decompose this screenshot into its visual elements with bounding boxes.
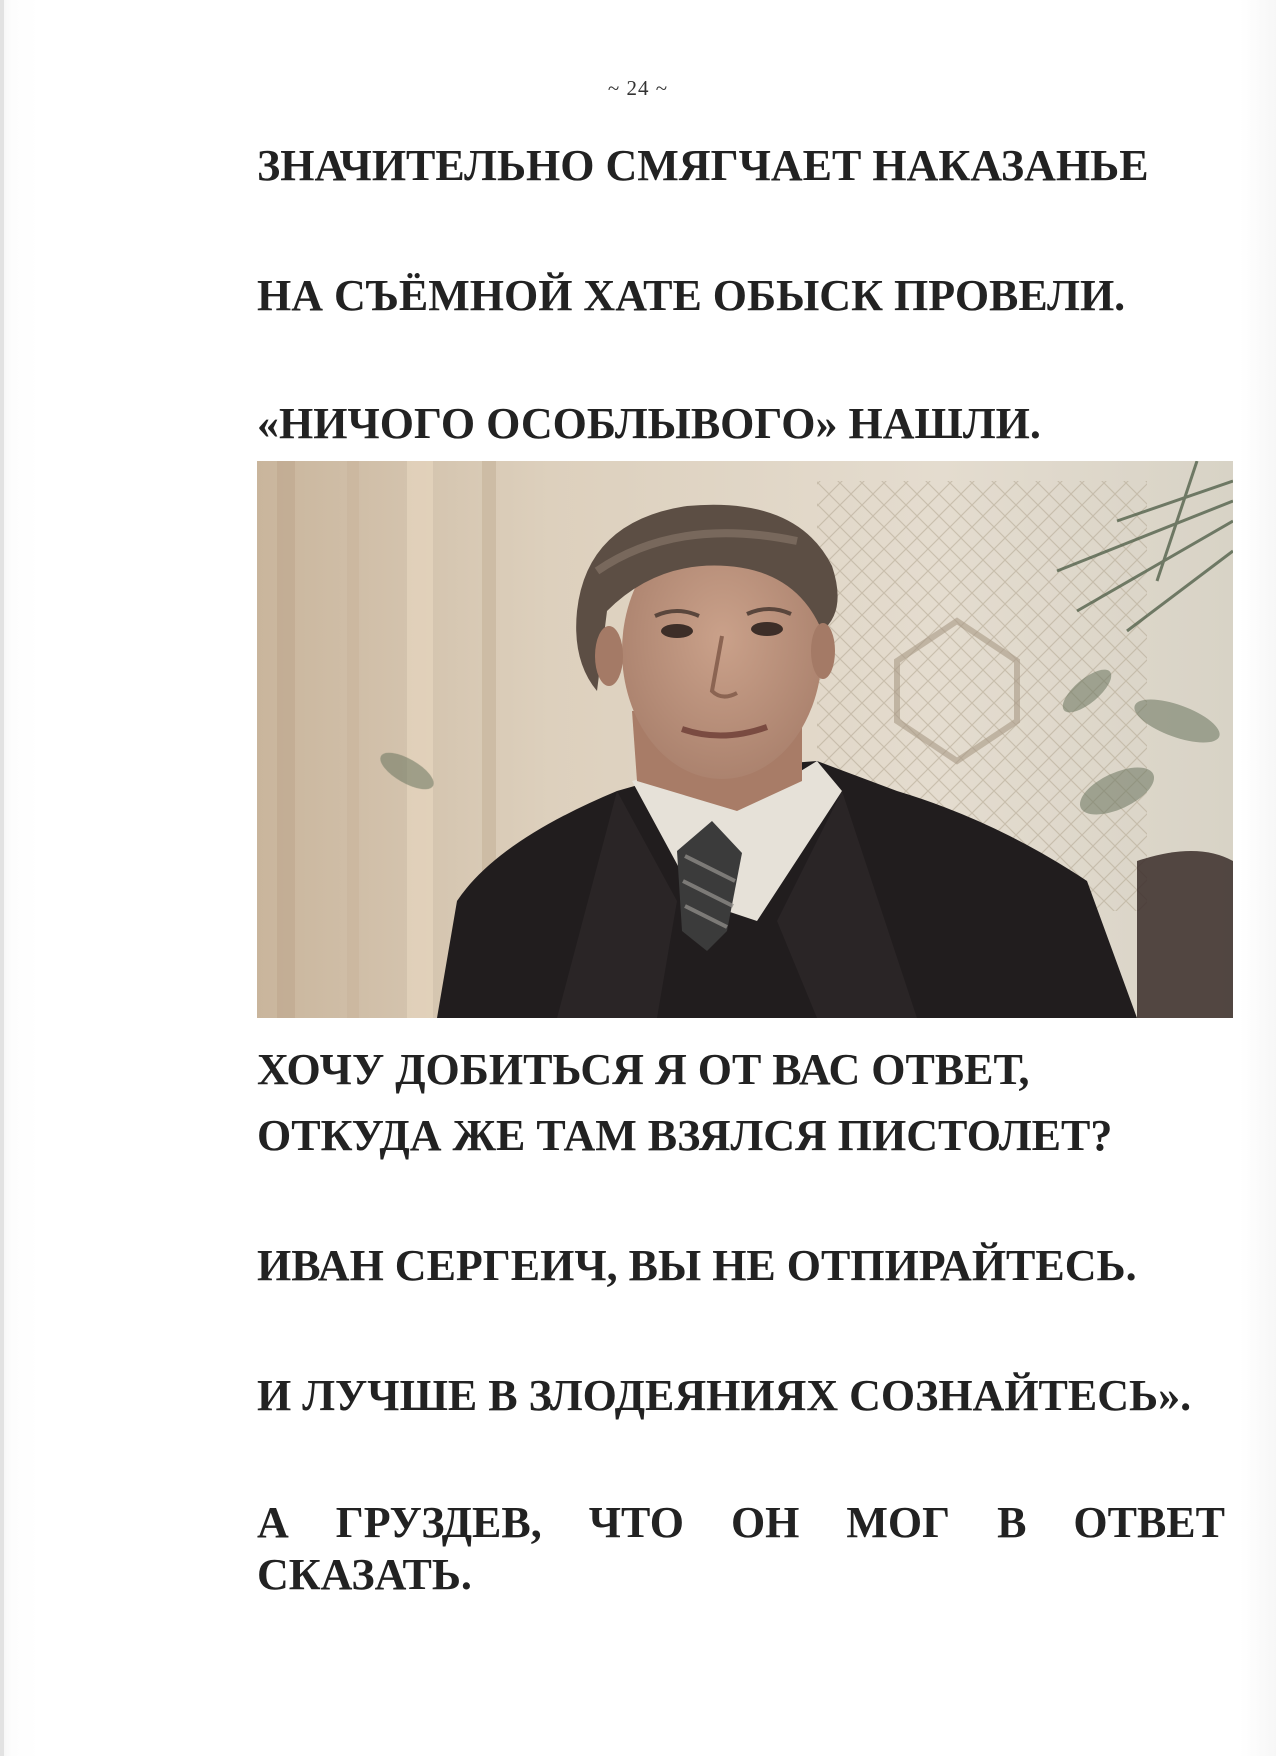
page-number: ~ 24 ~ (607, 76, 669, 100)
verse-line-3: «НИЧОГО ОСОБЛЫВОГО» НАШЛИ. (257, 399, 1041, 448)
verse-line-4: ХОЧУ ДОБИТЬСЯ Я ОТ ВАС ОТВЕТ, (257, 1045, 1030, 1094)
verse-line-6: ИВАН СЕРГЕИЧ, ВЫ НЕ ОТПИРАЙТЕСЬ. (257, 1241, 1137, 1290)
verse-line-8: А ГРУЗДЕВ, ЧТО ОН МОГ В ОТВЕТ СКАЗАТЬ. (257, 1498, 1225, 1599)
verse-line-1: ЗНАЧИТЕЛЬНО СМЯГЧАЕТ НАКАЗАНЬЕ (257, 141, 1149, 190)
verse-line-7: И ЛУЧШЕ В ЗЛОДЕЯНИЯХ СОЗНАЙТЕСЬ». (257, 1371, 1192, 1420)
portrait-illustration (257, 461, 1233, 1018)
portrait-photo (257, 461, 1233, 1018)
verse-line-5: ОТКУДА ЖЕ ТАМ ВЗЯЛСЯ ПИСТОЛЕТ? (257, 1111, 1113, 1160)
verse-line-2: НА СЪЁМНОЙ ХАТЕ ОБЫСК ПРОВЕЛИ. (257, 271, 1126, 320)
page-edge (0, 0, 4, 1756)
